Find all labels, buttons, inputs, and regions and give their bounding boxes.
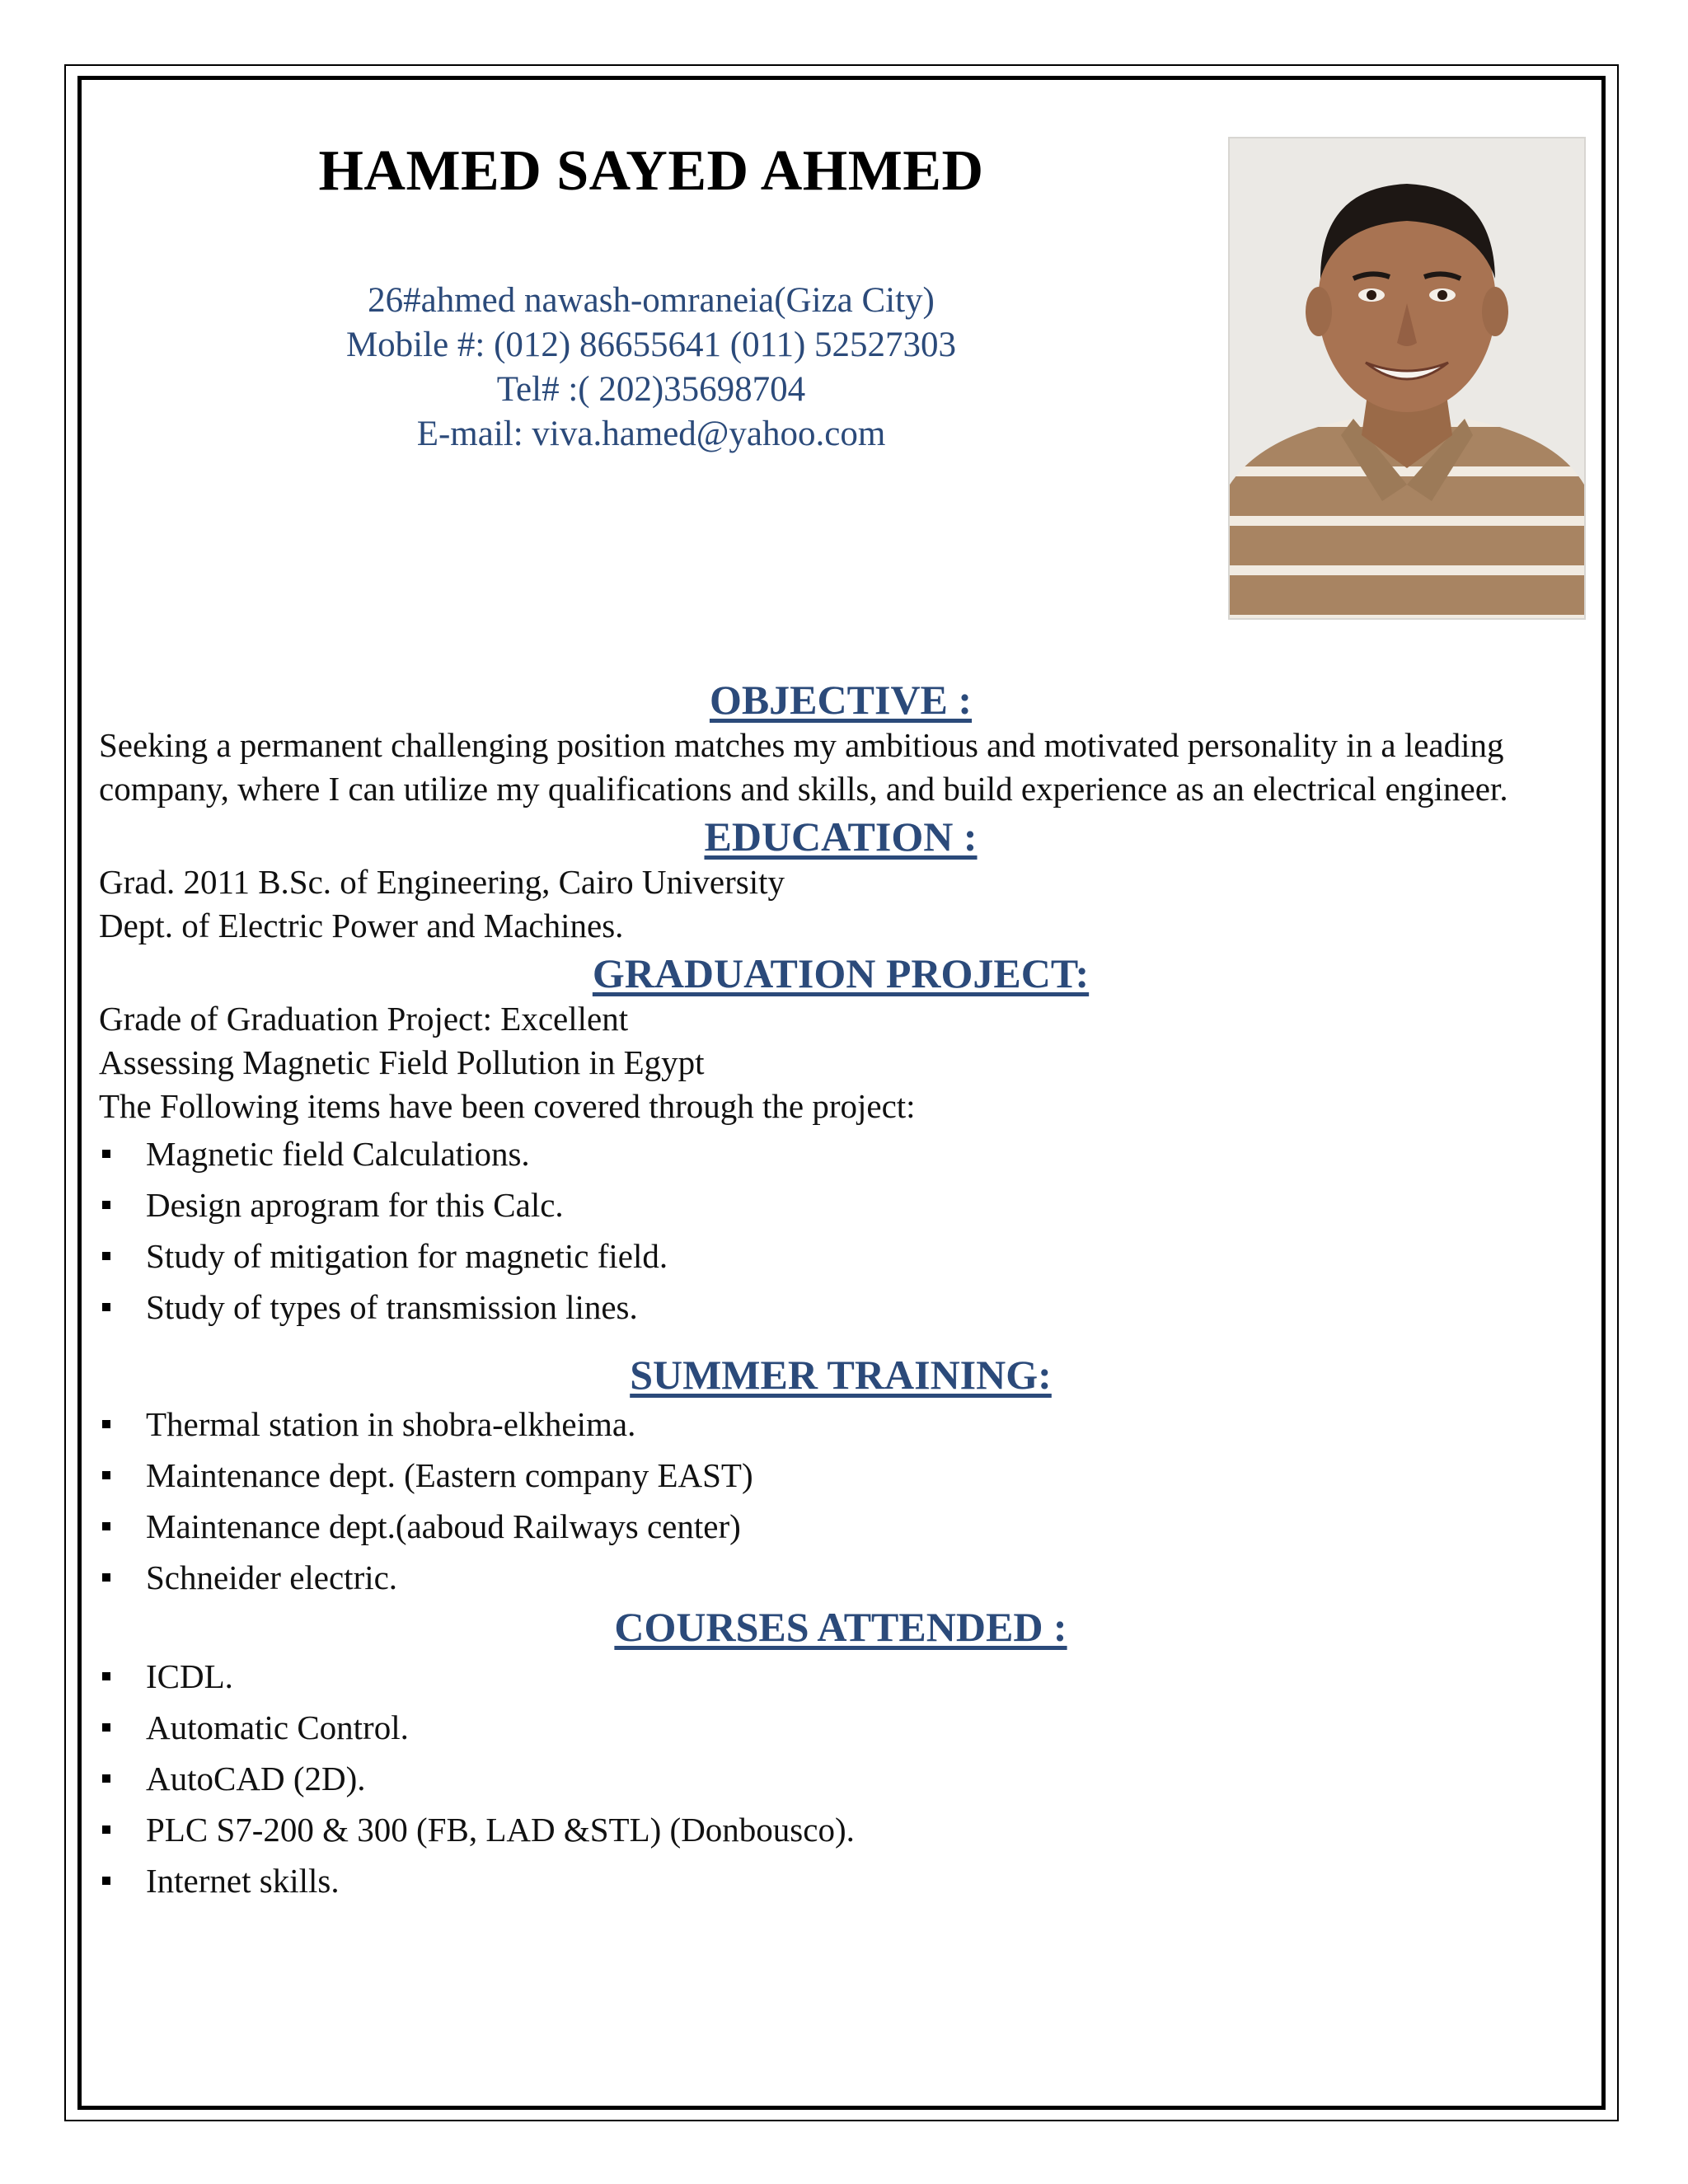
list-item: Magnetic field Calculations. bbox=[99, 1128, 1582, 1179]
education-dept: Dept. of Electric Power and Machines. bbox=[99, 907, 624, 944]
list-item: Study of mitigation for magnetic field. bbox=[99, 1230, 1582, 1282]
contact-block bbox=[0, 279, 1302, 457]
list-item: Thermal station in shobra-elkheima. bbox=[99, 1399, 1582, 1450]
list-item: Design aprogram for this Calc. bbox=[99, 1179, 1582, 1230]
graduation-project-heading: GRADUATION PROJECT: bbox=[592, 950, 1090, 996]
list-item: ICDL. bbox=[99, 1651, 1582, 1702]
list-item: Maintenance dept.(aaboud Railways center) bbox=[99, 1501, 1582, 1552]
list-item: Schneider electric. bbox=[99, 1552, 1582, 1603]
objective-section bbox=[99, 676, 1582, 811]
list-item: AutoCAD (2D). bbox=[99, 1753, 1582, 1804]
candidate-name: HAMED SAYED AHMED bbox=[318, 139, 984, 203]
address-line: 26#ahmed nawash-omraneia(Giza City) bbox=[368, 281, 935, 320]
summer-training-heading: SUMMER TRAINING: bbox=[630, 1352, 1052, 1398]
courses-list bbox=[99, 1651, 1582, 1906]
courses-section bbox=[99, 1603, 1582, 1906]
list-item: Automatic Control. bbox=[99, 1702, 1582, 1753]
education-heading: EDUCATION : bbox=[704, 813, 978, 860]
list-item: Study of types of transmission lines. bbox=[99, 1282, 1582, 1333]
list-item: Maintenance dept. (Eastern company EAST) bbox=[99, 1450, 1582, 1501]
tel-line: Tel# :( 202)35698704 bbox=[496, 370, 806, 409]
summer-training-list bbox=[99, 1399, 1582, 1603]
project-items-list bbox=[99, 1128, 1582, 1333]
education-degree: Grad. 2011 B.Sc. of Engineering, Cairo University bbox=[99, 863, 785, 901]
list-item: PLC S7-200 & 300 (FB, LAD &STL) (Donbousco). bbox=[99, 1804, 1582, 1855]
objective-heading: OBJECTIVE : bbox=[709, 677, 973, 723]
summer-training-section bbox=[99, 1351, 1582, 1603]
portrait-illustration bbox=[1230, 138, 1584, 618]
education-section bbox=[99, 813, 1582, 948]
profile-photo bbox=[1228, 137, 1586, 620]
graduation-project-section bbox=[99, 949, 1582, 1333]
mobile-line: Mobile #: (012) 86655641 (011) 52527303 bbox=[345, 326, 957, 364]
email-line: E-mail: viva.hamed@yahoo.com bbox=[416, 415, 886, 453]
project-grade: Grade of Graduation Project: Excellent bbox=[99, 1000, 629, 1038]
courses-heading: COURSES ATTENDED : bbox=[614, 1604, 1067, 1650]
resume-body bbox=[99, 676, 1582, 1906]
project-title: Assessing Magnetic Field Pollution in Egypt bbox=[99, 1043, 705, 1081]
objective-text: Seeking a permanent challenging position matches my ambitious and motivated personality in a leading company, where I can utilize my qualifications and skills, and build experience as an electrical engineer. bbox=[99, 726, 1508, 808]
list-item: Internet skills. bbox=[99, 1855, 1582, 1906]
project-intro: The Following items have been covered through the project: bbox=[99, 1087, 916, 1125]
